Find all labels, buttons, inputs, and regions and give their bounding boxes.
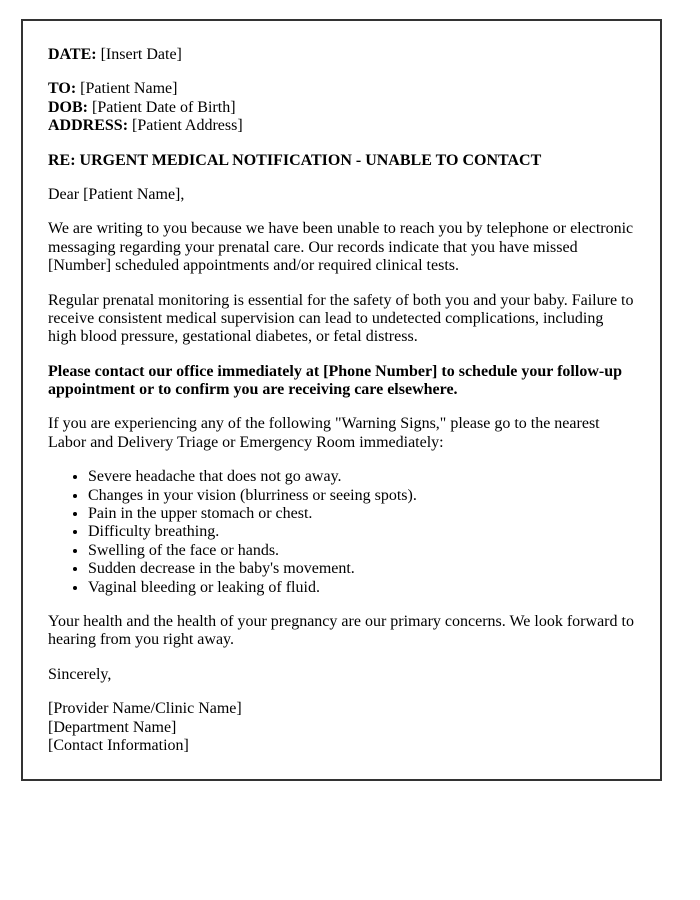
salutation: Dear [Patient Name], [48,185,185,203]
warning-signs-list [48,468,635,597]
paragraph-warning-intro: If you are experiencing any of the following "Warning Signs," please go to the nearest Labor and Delivery Triage or Emergency Room immediately: [48,415,600,451]
signature-department: [Department Name] [48,718,177,736]
recipient-block [48,80,635,135]
address-label: ADDRESS: [48,117,129,135]
warning-sign-item: • Sudden decrease in the baby's movement. [88,560,635,578]
closing-salutation: Sincerely, [48,665,112,683]
date-line [48,46,635,64]
signature-block [48,700,635,755]
letter-document [21,19,662,781]
date-value: [Insert Date] [100,46,182,63]
to-label: TO: [48,80,77,98]
paragraph-contact-instruction: Please contact our office immediately at [Phone Number] to schedule your follow-up appointment or to confirm you are receiving care elsewhere. [48,362,622,399]
warning-sign-item: • Vaginal bleeding or leaking of fluid. [88,579,635,597]
paragraph-unable-to-reach: We are writing to you because we have been unable to reach you by telephone or electronic messaging regarding your prenatal care. Our records indicate that you have missed [Number] scheduled appointments and/or required clinical tests. [48,220,634,275]
warning-sign-item: • Difficulty breathing. [88,523,635,541]
address-value: [Patient Address] [132,117,243,135]
paragraph-closing-concern: Your health and the health of your pregnancy are our primary concerns. We look forward to hearing from you right away. [48,612,634,649]
signature-provider: [Provider Name/Clinic Name] [48,700,242,718]
subject-line: RE: URGENT MEDICAL NOTIFICATION - UNABLE TO CONTACT [48,151,542,169]
to-value: [Patient Name] [80,80,178,98]
date-label: DATE: [48,46,97,63]
warning-sign-item: • Changes in your vision (blurriness or seeing spots). [88,487,635,505]
dob-value: [Patient Date of Birth] [92,98,236,116]
warning-sign-item: • Pain in the upper stomach or chest. [88,505,635,523]
warning-sign-item: • Swelling of the face or hands. [88,542,635,560]
dob-label: DOB: [48,98,88,116]
signature-contact: [Contact Information] [48,736,189,754]
paragraph-monitoring-importance: Regular prenatal monitoring is essential for the safety of both you and your baby. Failure to receive consistent medical supervision can lead to undetected complications, including high blood pressure, gestational diabetes, or fetal distress. [48,291,634,346]
warning-sign-item: • Severe headache that does not go away. [88,468,635,486]
